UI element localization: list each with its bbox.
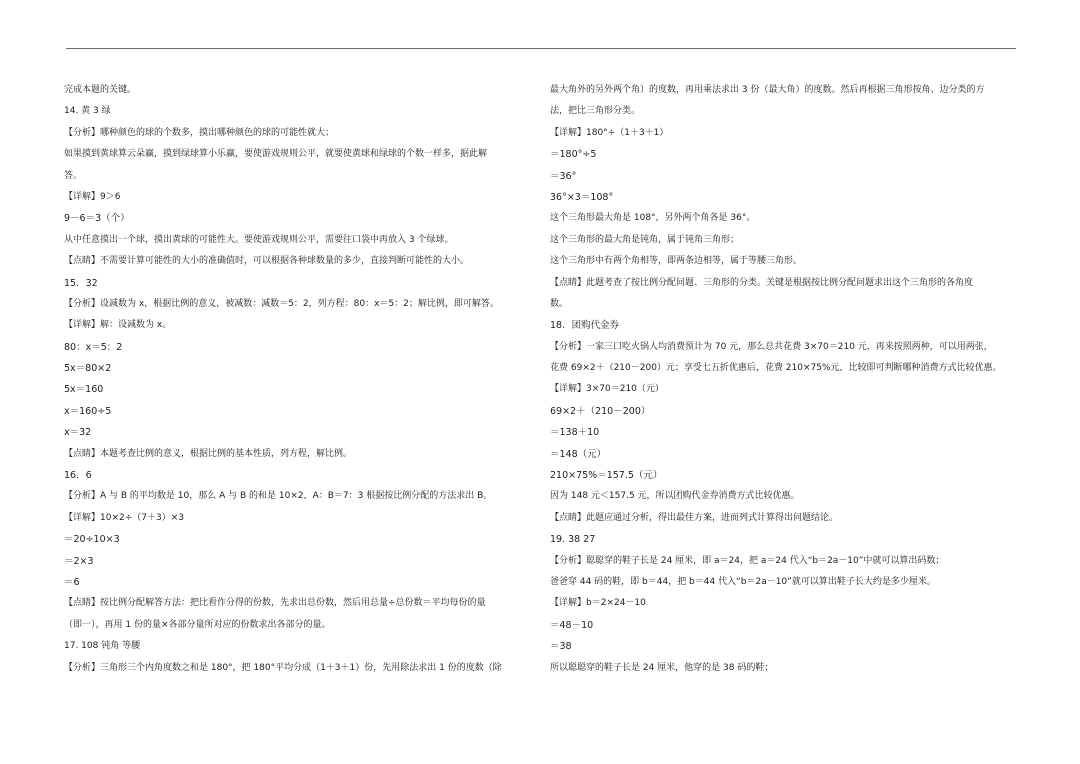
text-line: 【点睛】不需要计算可能性的大小的准确值时，可以根据各种球数量的多少，直接判断可能性的大小。 xyxy=(64,256,470,267)
header-rule xyxy=(66,48,1016,49)
text-line: 最大角外的另外两个角）的度数，再用乘法求出 3 份（最大角）的度数。然后再根据三角形按角、边分类的方 xyxy=(550,85,985,95)
left-column xyxy=(64,80,524,679)
text-line: 18．团购代金券 xyxy=(550,320,620,332)
text-line: 【点睛】此题考查了按比例分配问题、三角形的分类。关键是根据按比例分配问题求出这个三角形的各角度 xyxy=(550,277,974,288)
text-line: 【分析】一家三口吃火锅人均消费预计为 70 元，那么总共花费 3×70＝210 元，再来按照两种，可以用两张， xyxy=(550,341,993,352)
right-column xyxy=(550,80,1020,679)
text-line: 花费 69×2＋（210－200）元；享受七五折优惠后，花费 210×75%元，比较即可判断哪种消费方式比较优惠。 xyxy=(550,363,1002,374)
text-line: 【分析】A 与 B 的平均数是 10，那么 A 与 B 的和是 10×2，A：B＝7：3 根据按比例分配的方法求出 B。 xyxy=(64,491,493,502)
text-line: 80：x＝5：2 xyxy=(64,341,123,353)
text-line: 如果摸到黄球算云朵赢，摸到绿球算小乐赢，要使游戏规则公平，就要使黄球和绿球的个数一样多，据此解 xyxy=(64,149,488,160)
text-line: 因为 148 元＜157.5 元，所以团购代金券消费方式比较优惠。 xyxy=(550,491,800,502)
text-line: 【详解】9＞6 xyxy=(64,191,121,202)
text-line: 210×75%＝157.5（元） xyxy=(550,470,663,482)
text-line: 【分析】聪聪穿的鞋子长是 24 厘米，即 a＝24，把 a＝24 代入“b＝2a－10”中就可以算出码数； xyxy=(550,555,945,566)
text-line: 数。 xyxy=(550,298,569,309)
text-line: 36°×3＝108° xyxy=(550,191,614,203)
text-line: 19. 38 27 xyxy=(550,534,596,546)
text-line: 5x＝80×2 xyxy=(64,363,112,375)
text-line: 17. 108 钝角 等腰 xyxy=(64,641,141,652)
text-line: ＝148（元） xyxy=(550,448,607,460)
text-line: 15．32 xyxy=(64,277,98,289)
text-line: 从中任意摸出一个球，摸出黄球的可能性大。要使游戏规则公平，需要往口袋中再放入 3 个绿球。 xyxy=(64,234,454,245)
text-line: 【详解】解：设减数为 x。 xyxy=(64,320,172,331)
text-line: 16．6 xyxy=(64,470,92,482)
text-line: 【详解】10×2÷（7＋3）×3 xyxy=(64,512,184,523)
text-line: 【分析】设减数为 x，根据比例的意义，被减数：减数＝5：2，列方程：80：x＝5：2；解比例，即可解答。 xyxy=(64,298,499,309)
text-line: 这个三角形最大角是 108°，另外两个角各是 36°。 xyxy=(550,213,756,224)
text-line: 这个三角形的最大角是钝角，属于钝角三角形； xyxy=(550,234,740,245)
text-line: 完成本题的关键。 xyxy=(64,85,137,95)
text-line: 5x＝160 xyxy=(64,384,104,396)
text-line: ＝38 xyxy=(550,641,572,653)
text-line: 法，把比三角形分类。 xyxy=(550,106,641,117)
text-line: 9－6＝3（个） xyxy=(64,213,130,225)
text-line: ＝20÷10×3 xyxy=(64,534,120,546)
text-line: 14. 黄 3 绿 xyxy=(64,106,111,117)
text-line: 答。 xyxy=(64,170,83,181)
text-line: ＝6 xyxy=(64,576,80,588)
text-line: 【详解】180°÷（1＋3＋1） xyxy=(550,127,669,138)
text-line: ＝48－10 xyxy=(550,619,594,631)
text-line: 爸爸穿 44 码的鞋，即 b＝44，把 b＝44 代入“b＝2a－10”就可以算出鞋子长大约是多少厘米。 xyxy=(550,576,936,587)
text-line: 这个三角形中有两个角相等，即两条边相等，属于等腰三角形。 xyxy=(550,256,803,267)
text-line: ＝138＋10 xyxy=(550,427,600,439)
text-line: x＝160÷5 xyxy=(64,405,112,417)
text-line: 【点睛】本题考查比例的意义，根据比例的基本性质，列方程，解比例。 xyxy=(64,448,353,459)
text-line: ＝36° xyxy=(550,170,577,182)
text-line: 【分析】三角形三个内角度数之和是 180°，把 180°平均分成（1＋3＋1）份，先用除法求出 1 份的度数（除 xyxy=(64,662,502,673)
text-line: ＝2×3 xyxy=(64,555,94,567)
text-line: 【详解】3×70＝210（元） xyxy=(550,384,664,395)
text-line: 【详解】b＝2×24－10 xyxy=(550,598,646,609)
text-line: 【分析】哪种颜色的球的个数多，摸出哪种颜色的球的可能性就大； xyxy=(64,127,335,138)
text-line: x＝32 xyxy=(64,427,92,439)
text-line: 所以聪聪穿的鞋子长是 24 厘米，他穿的是 38 码的鞋； xyxy=(550,662,774,673)
text-line: 69×2＋（210－200） xyxy=(550,405,651,417)
text-line: 【点睛】此题应通过分析，得出最佳方案，进而列式计算得出问题结论。 xyxy=(550,512,839,523)
text-line: ＝180°÷5 xyxy=(550,149,597,161)
text-line: （即一），再用 1 份的量×各部分量所对应的份数求出各部分的量。 xyxy=(64,619,331,630)
text-line: 【点睛】按比例分配解答方法：把比看作分得的份数，先求出总份数，然后用总量÷总份数＝平均每份的量 xyxy=(64,598,486,609)
